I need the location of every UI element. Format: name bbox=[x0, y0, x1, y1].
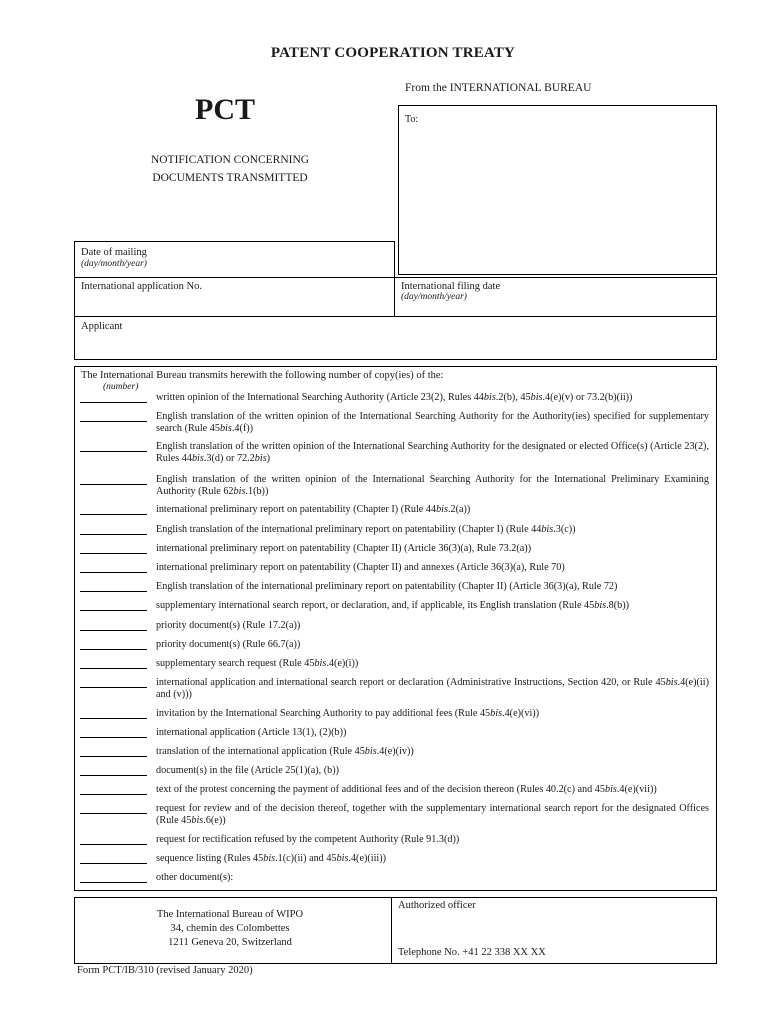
form-identifier: Form PCT/IB/310 (revised January 2020) bbox=[77, 965, 253, 976]
copies-number-blank[interactable] bbox=[80, 484, 147, 485]
international-filing-date-field[interactable] bbox=[394, 277, 717, 317]
copies-number-blank[interactable] bbox=[80, 451, 147, 452]
from-line: From the INTERNATIONAL BUREAU bbox=[405, 82, 592, 94]
copies-number-blank[interactable] bbox=[80, 775, 147, 776]
document-item-label: sequence listing (Rules 45bis.1(c)(ii) and 45bis.4(e)(iii)) bbox=[156, 853, 387, 864]
document-item-label: international application and international search report or declaration (Administrative Instructions, Section 420, or Rule 45bis.4(e)(ii) and (v))) bbox=[156, 677, 709, 700]
document-item-label: international preliminary report on patentability (Chapter II) (Article 36(3)(a), Rule 73.2(a)) bbox=[156, 543, 532, 554]
to-label: To: bbox=[405, 114, 419, 125]
document-item-label: priority document(s) (Rule 17.2(a)) bbox=[156, 620, 301, 631]
copies-number-blank[interactable] bbox=[80, 813, 147, 814]
document-item-label: written opinion of the International Searching Authority (Article 23(2), Rules 44bis.2(b), 45bis.4(e)(v) or 73.2(b)(ii)) bbox=[156, 392, 633, 403]
copies-number-blank[interactable] bbox=[80, 553, 147, 554]
document-item-label: supplementary international search report, or declaration, and, if applicable, its English translation (Rule 45bis.8(b)) bbox=[156, 600, 630, 611]
number-label: (number) bbox=[103, 382, 139, 392]
copies-number-blank[interactable] bbox=[80, 794, 147, 795]
international-application-no-label: International application No. bbox=[81, 281, 203, 292]
copies-number-blank[interactable] bbox=[80, 610, 147, 611]
copies-number-blank[interactable] bbox=[80, 756, 147, 757]
document-item-label: international preliminary report on patentability (Chapter II) and annexes (Article 36(3)(a), Rule 70) bbox=[156, 562, 565, 573]
notification-line-1: NOTIFICATION CONCERNING bbox=[150, 154, 310, 166]
copies-number-blank[interactable] bbox=[80, 718, 147, 719]
document-item-label: English translation of the international preliminary report on patentability (Chapter I) (Rule 44bis.3(c)) bbox=[156, 524, 576, 535]
notification-title bbox=[112, 151, 348, 187]
document-item-label: English translation of the international preliminary report on patentability (Chapter II) (Article 36(3)(a), Rule 72) bbox=[156, 581, 618, 592]
international-filing-date-label: International filing date bbox=[401, 281, 501, 292]
copies-number-blank[interactable] bbox=[80, 649, 147, 650]
copies-number-blank[interactable] bbox=[80, 402, 147, 403]
authorized-officer-cell[interactable] bbox=[391, 897, 718, 964]
copies-number-blank[interactable] bbox=[80, 863, 147, 864]
transmittal-section bbox=[74, 366, 717, 891]
document-item-label: English translation of the written opinion of the International Searching Authority for the International Preliminary Examining Authority (Rule 62bis.1(b)) bbox=[156, 474, 709, 497]
copies-number-blank[interactable] bbox=[80, 514, 147, 515]
document-item-label: priority document(s) (Rule 66.7(a)) bbox=[156, 639, 301, 650]
document-item-label: translation of the international application (Rule 45bis.4(e)(iv)) bbox=[156, 746, 414, 757]
document-item-label: invitation by the International Searching Authority to pay additional fees (Rule 45bis.4(e)(vi)) bbox=[156, 708, 540, 719]
to-address-box[interactable] bbox=[398, 105, 717, 275]
telephone-number: Telephone No. +41 22 338 XX XX bbox=[398, 947, 546, 958]
international-filing-date-format: (day/month/year) bbox=[401, 292, 467, 302]
authority-section bbox=[74, 897, 717, 964]
date-of-mailing-label: Date of mailing bbox=[81, 247, 147, 258]
treaty-title: PATENT COOPERATION TREATY bbox=[270, 45, 516, 61]
authorized-officer-label: Authorized officer bbox=[398, 900, 476, 911]
document-item-label: supplementary search request (Rule 45bis.4(e)(i)) bbox=[156, 658, 359, 669]
date-of-mailing-format: (day/month/year) bbox=[81, 259, 147, 269]
date-of-mailing-field[interactable] bbox=[74, 241, 395, 278]
applicant-field[interactable] bbox=[74, 316, 717, 360]
wipo-name: The International Bureau of WIPO bbox=[156, 909, 304, 920]
document-item-label: international application (Article 13(1), (2)(b)) bbox=[156, 727, 347, 738]
copies-number-blank[interactable] bbox=[80, 668, 147, 669]
document-item-label: English translation of the written opinion of the International Searching Authority for the designated or elected Office(s) (Article 23(2), Rules 44bis.3(d) or 72.2bis) bbox=[156, 441, 709, 464]
copies-number-blank[interactable] bbox=[80, 737, 147, 738]
copies-number-blank[interactable] bbox=[80, 534, 147, 535]
document-item-label: text of the protest concerning the payment of additional fees and of the decision thereon (Rules 40.2(c) and 45bis.4(e)(vii)) bbox=[156, 784, 657, 795]
international-application-no-field[interactable] bbox=[74, 277, 395, 317]
document-item-label: request for rectification refused by the competent Authority (Rule 91.3(d)) bbox=[156, 834, 460, 845]
document-item-label: international preliminary report on patentability (Chapter I) (Rule 44bis.2(a)) bbox=[156, 504, 471, 515]
copies-number-blank[interactable] bbox=[80, 882, 147, 883]
document-item-label: other document(s): bbox=[156, 872, 234, 883]
transmittal-intro: The International Bureau transmits herewith the following number of copy(ies) of the: bbox=[81, 370, 444, 381]
applicant-label: Applicant bbox=[81, 321, 123, 332]
wipo-street: 34, chemin des Colombettes bbox=[170, 923, 290, 934]
wipo-address bbox=[75, 908, 385, 950]
copies-number-blank[interactable] bbox=[80, 630, 147, 631]
pct-label: PCT bbox=[195, 93, 255, 126]
notification-line-2: DOCUMENTS TRANSMITTED bbox=[152, 172, 308, 184]
wipo-city: 1211 Geneva 20, Switzerland bbox=[168, 937, 292, 948]
document-item-label: document(s) in the file (Article 25(1)(a), (b)) bbox=[156, 765, 340, 776]
copies-number-blank[interactable] bbox=[80, 421, 147, 422]
copies-number-blank[interactable] bbox=[80, 844, 147, 845]
document-item-label: English translation of the written opinion of the International Searching Authority for the Authority(ies) specified for supplementary search (Rule 45bis.4(f)) bbox=[156, 411, 709, 434]
copies-number-blank[interactable] bbox=[80, 687, 147, 688]
copies-number-blank[interactable] bbox=[80, 572, 147, 573]
document-item-label: request for review and of the decision thereof, together with the supplementary international search report for the designated Offices (Rule 45bis.6(e)) bbox=[156, 803, 709, 826]
copies-number-blank[interactable] bbox=[80, 591, 147, 592]
